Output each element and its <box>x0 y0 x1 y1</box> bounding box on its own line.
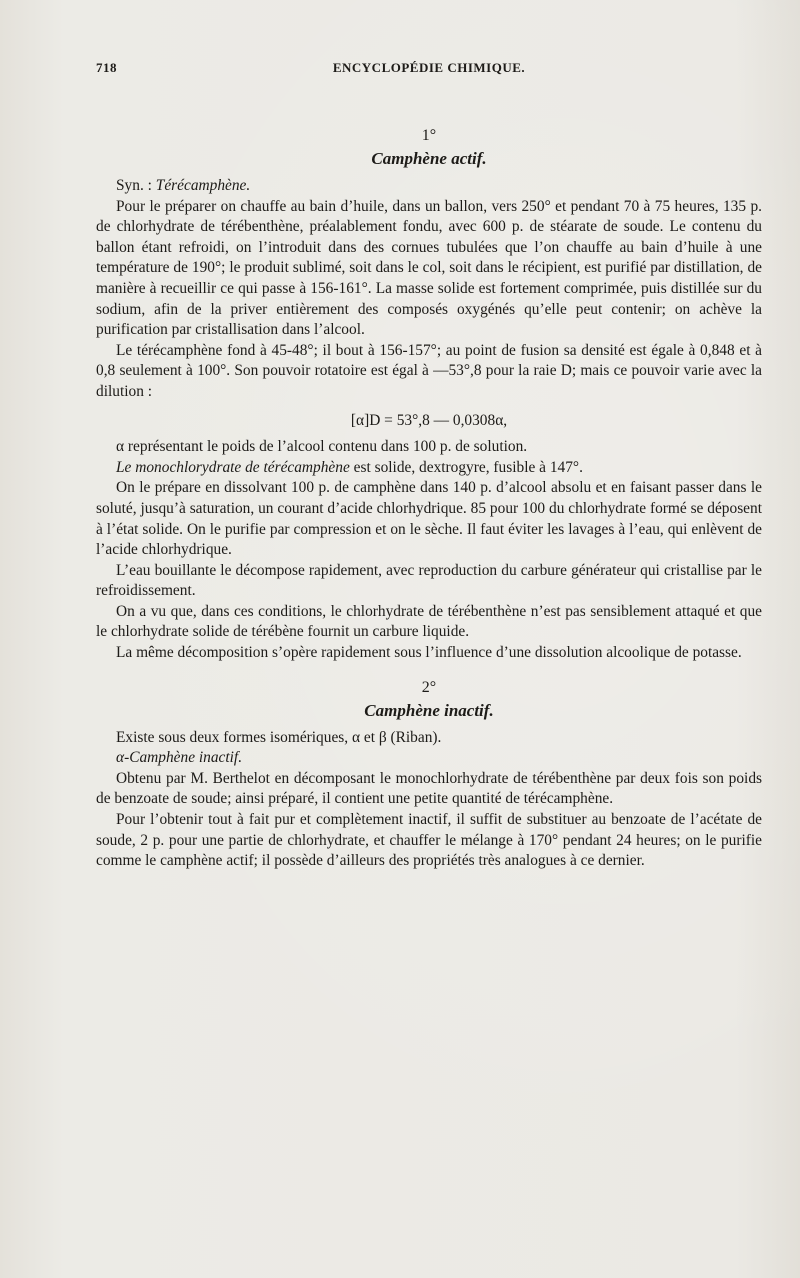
paragraph: L’eau bouillante le décompose rapidement, avec reproduction du carbure générateur qui cristallise par le refroidissement. <box>96 561 762 600</box>
paragraph: Le térécamphène fond à 45-48°; il bout à 156-157°; au point de fusion sa densité est égale à 0,848 et à 0,8 seulement à 100°. Son pouvoir rotatoire est égal à —53°,8 pour la raie D; mais ce pouvoir varie avec la dilution : <box>96 341 762 400</box>
running-title: ENCYCLOPÉDIE CHIMIQUE. <box>332 60 526 75</box>
synonym-value: Térécamphène. <box>155 177 251 194</box>
paragraph: Pour le préparer on chauffe au bain d’huile, dans un ballon, vers 250° et pendant 70 à 75 heures, 135 p. de chlorhydrate de térébenthène, préalablement fondu, avec 600 p. de stéarate de soude. Le contenu du ballon étant refroidi, on l’introduit dans des cornues tubulées que l’on chauffe au bain d’huile à une température de 190°; le produit sublimé, soit dans le col, soit dans le récipient, est purifié par distillation, de manière à recueillir ce qui passe à 156-161°. La masse solide est fortement comprimée, puis distillée sur du sodium, afin de la priver entièrement des composés oxygénés qu’elle peut contenir; on achève la purification par cristallisation dans l’alcool. <box>96 197 762 339</box>
paragraph: α représentant le poids de l’alcool contenu dans 100 p. de solution. <box>116 438 528 456</box>
page-header <box>96 56 762 80</box>
formula: [α]D = 53°,8 — 0,0308α, <box>350 411 508 429</box>
synonym-label: Syn. : <box>116 177 156 194</box>
paragraph-text: est solide, dextrogyre, fusible à 147°. <box>349 458 583 476</box>
paragraph: La même décomposition s’opère rapidement sous l’influence d’une dissolution alcoolique de potasse. <box>116 644 742 662</box>
section-title-camphene-inactif: Camphène inactif. <box>364 700 494 720</box>
paragraph: On le prépare en dissolvant 100 p. de camphène dans 140 p. d’alcool absolu et en faisant passer dans le soluté, jusqu’à saturation, un courant d’acide chlorhydrique. 85 pour 100 du chlorhydrate formé se déposent à l’état solide. On le purifie par compression et on le sèche. Il faut éviter les lavages à l’eau, qui enlèvent de l’acide chlorhydrique. <box>96 479 762 559</box>
section-number-1: 1° <box>421 127 437 144</box>
paragraph: Pour l’obtenir tout à fait pur et complètement inactif, il suffit de substituer au benzoate de l’acétate de soude, 2 p. pour une partie de chlorhydrate, et chauffer le mélange à 170° pendant 24 heures; on le purifie comme le camphène actif; il possède d’ailleurs des propriétés très analogues à ce dernier. <box>96 811 762 870</box>
paragraph: Existe sous deux formes isomériques, α et β (Riban). <box>116 728 442 746</box>
synonym-line <box>96 176 762 197</box>
paragraph <box>96 458 762 479</box>
paragraph: Obtenu par M. Berthelot en décomposant le monochlorhydrate de térébenthène par deux fois son poids de benzoate de soude; ainsi préparé, il contient une petite quantité de térécamphène. <box>96 769 762 808</box>
page-number: 718 <box>96 60 117 75</box>
paragraph: On a vu que, dans ces conditions, le chlorhydrate de térébenthène n’est pas sensiblement attaqué et que le chlorhydrate solide de térébène fournit un carbure liquide. <box>96 602 762 641</box>
subsection-title: α-Camphène inactif. <box>116 749 243 767</box>
italic-term: Le monochlorydrate de térécamphène <box>116 458 350 476</box>
section-title-camphene-actif: Camphène actif. <box>371 149 487 168</box>
section-number-2: 2° <box>421 678 437 696</box>
